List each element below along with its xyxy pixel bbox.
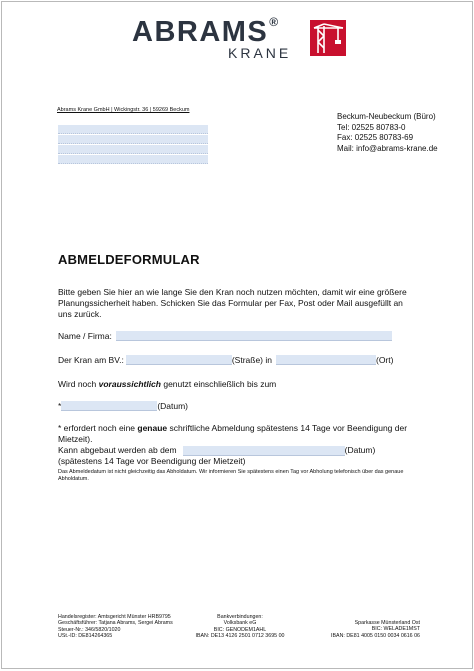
site-label: Der Kran am BV.: — [58, 355, 124, 365]
name-input[interactable] — [116, 331, 392, 341]
street-suffix: (Straße) in — [231, 355, 272, 365]
contact-phone: Tel: 02525 80783-0 — [337, 122, 406, 132]
footer-bank-sparkasse — [308, 620, 420, 639]
asterisk: * — [58, 401, 62, 411]
logo-registered-mark: ® — [269, 15, 280, 29]
pickup-date-suffix: (Datum) — [344, 445, 376, 455]
recipient-address-field-3[interactable] — [58, 145, 208, 154]
recipient-address-field-1[interactable] — [58, 125, 208, 134]
intro-text: Bitte geben Sie hier an wie lange Sie den Kran noch nutzen möchten, damit wir eine größere Planungssicherheit haben. Schicken Sie das Formular per Fax, Post oder Mail ausgefüllt an uns zurück. — [58, 287, 407, 319]
city-input[interactable] — [276, 355, 376, 365]
street-input[interactable] — [126, 355, 232, 365]
recipient-address-field-2[interactable] — [58, 135, 208, 144]
footer-bank1-iban: IBAN: DE13 4126 2501 0712 3695 00 — [195, 633, 285, 640]
usage-emphasis: voraussichtlich — [98, 379, 161, 389]
footer-managers: Geschäftsführer: Tatjana Abrams, Sergei Abrams — [58, 620, 173, 627]
note-block — [58, 423, 418, 467]
pickup-disclaimer: Das Abmeldedatum ist nicht gleichzeitig das Abholdatum. Wir informieren Sie spätestens einen Tag vor Abholung telefonisch über das genaue Abholdatum. — [58, 469, 404, 482]
city-suffix: (Ort) — [375, 355, 394, 365]
footer-bank-volksbank — [190, 614, 290, 640]
contact-fax: Fax: 02525 80783-69 — [337, 133, 414, 142]
crane-logo-icon — [310, 20, 346, 56]
pickup-date-input[interactable] — [183, 446, 345, 456]
name-label: Name / Firma: — [58, 331, 112, 341]
footer-bank2-iban: IBAN: DE81 4005 0150 0034 0616 06 — [331, 632, 420, 639]
footer-vat-id: USt.-ID: DE814264365 — [58, 633, 113, 640]
contact-block — [337, 112, 438, 154]
company-logo — [132, 16, 352, 64]
form-title: ABMELDEFORMULAR — [58, 252, 200, 267]
footer-company — [58, 614, 173, 640]
footer-bank1-name: Volksbank eG — [223, 620, 257, 627]
footer-bank1-bic: BIC: GENODEM1AHL — [213, 626, 267, 633]
site-row — [58, 355, 393, 365]
footer-bank2-bic: BIC: WELADE1MST — [371, 626, 420, 633]
note-text: * erfordert noch eine genaue schriftliche Abmeldung spätestens 14 Tage vor Beendigung der Mietzeit). — [58, 423, 410, 444]
logo-wordmark: ABRAMS — [132, 16, 269, 48]
sender-address-line: Abrams Krane GmbH | Wickingstr. 36 | 59269 Beckum — [57, 107, 190, 113]
footer-bank-heading: Bankverbindungen: — [217, 614, 263, 620]
usage-date-suffix: (Datum) — [157, 401, 189, 411]
usage-text-post: genutzt einschließlich bis zum — [160, 379, 277, 389]
pickup-note: (spätestens 14 Tage vor Beendigung der Mietzeit) — [58, 456, 246, 466]
usage-date-row — [58, 401, 188, 411]
contact-mail: Mail: info@abrams-krane.de — [337, 143, 438, 153]
footer-tax-number: Steuer-Nr.: 346/5820/1020 — [58, 626, 121, 633]
footer-bank2-name: Sparkasse Münsterland Ost — [354, 620, 420, 626]
usage-row — [58, 379, 276, 389]
pickup-row — [58, 445, 418, 456]
pickup-label: Kann abgebaut werden ab dem — [58, 445, 177, 455]
logo-subtitle: KRANE — [228, 45, 292, 61]
usage-text-pre: Wird noch — [58, 379, 99, 389]
document-page — [1, 1, 473, 669]
footer-register: Handelsregister: Amtsgericht Münster HRB9795 — [58, 614, 171, 620]
note-emphasis: genaue — [137, 423, 168, 433]
contact-office: Beckum-Neubeckum (Büro) — [337, 112, 436, 121]
recipient-address-field-4[interactable] — [58, 155, 208, 164]
name-row — [58, 331, 392, 341]
usage-date-input[interactable] — [61, 401, 157, 411]
